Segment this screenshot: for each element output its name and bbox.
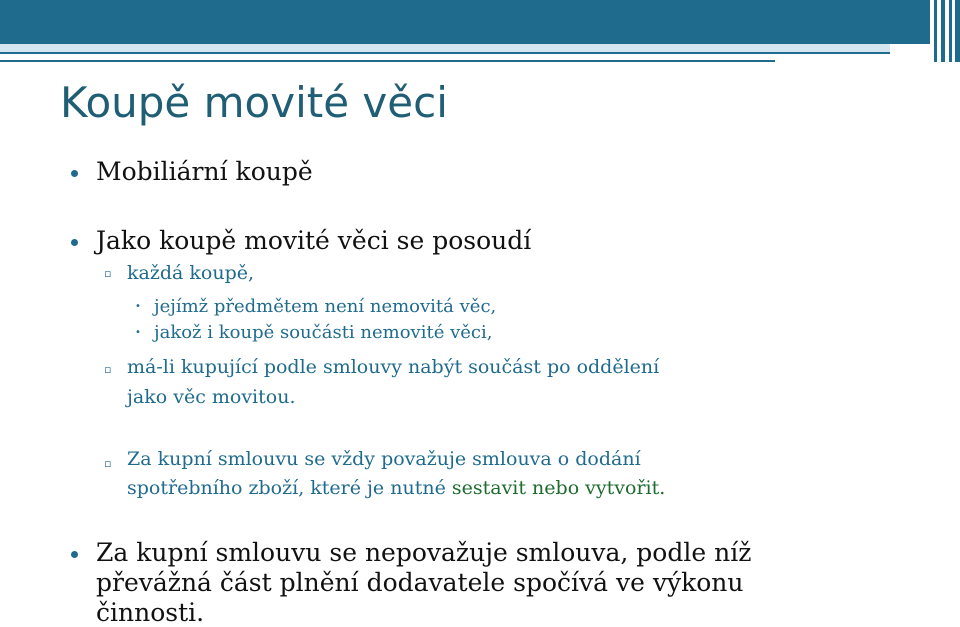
corner-stripe-1 — [934, 0, 937, 62]
bullet-nepovazuje-line2: převážná část plnění dodavatele spočívá ve výkonu — [96, 568, 744, 597]
subitem-za-kupni-line1: Za kupní smlouvu se vždy považuje smlouva o dodání — [127, 448, 641, 470]
round-bullet-icon — [71, 239, 78, 246]
subitem-za-kupni-line2-a: spotřebního zboží, které je nutné — [127, 477, 452, 499]
subitem-za-kupni-line2-b: sestavit nebo vytvořit. — [451, 477, 666, 499]
subsubitem-jejimz: jejímž předmětem není nemovitá věc, — [154, 296, 497, 317]
header-band-light — [0, 44, 890, 52]
slide-title: Koupě movité věci — [60, 78, 448, 127]
subitem-ma-li-line2: jako věc movitou. — [127, 386, 296, 408]
header-line-1 — [0, 52, 890, 54]
square-bullet-icon: ▫ — [104, 363, 112, 376]
corner-stripe-3 — [949, 0, 952, 62]
square-bullet-icon: ▫ — [104, 267, 112, 280]
subsubitem-jakoz: jakož i koupě součásti nemovité věci, — [154, 322, 493, 343]
corner-stripe-2 — [941, 0, 945, 62]
round-bullet-icon — [71, 551, 78, 558]
bullet-jako-koupe: Jako koupě movité věci se posoudí — [96, 226, 532, 255]
bullet-nepovazuje-line3: činnosti. — [96, 598, 205, 627]
dot-bullet-icon: • — [135, 327, 141, 338]
header-band-main — [0, 0, 930, 44]
subitem-za-kupni-line2 — [127, 477, 665, 499]
dot-bullet-icon: • — [135, 301, 141, 312]
subitem-ma-li-line1: má-li kupující podle smlouvy nabýt součást po oddělení — [127, 356, 660, 378]
bullet-nepovazuje-line1: Za kupní smlouvu se nepovažuje smlouva, podle níž — [96, 538, 752, 567]
header-line-2 — [0, 60, 775, 62]
round-bullet-icon — [71, 170, 78, 177]
corner-stripe-4 — [955, 0, 960, 62]
square-bullet-icon: ▫ — [104, 457, 112, 470]
bullet-mobiliarni: Mobiliární koupě — [96, 157, 313, 186]
subitem-kazda-koupe: každá koupě, — [127, 262, 255, 284]
